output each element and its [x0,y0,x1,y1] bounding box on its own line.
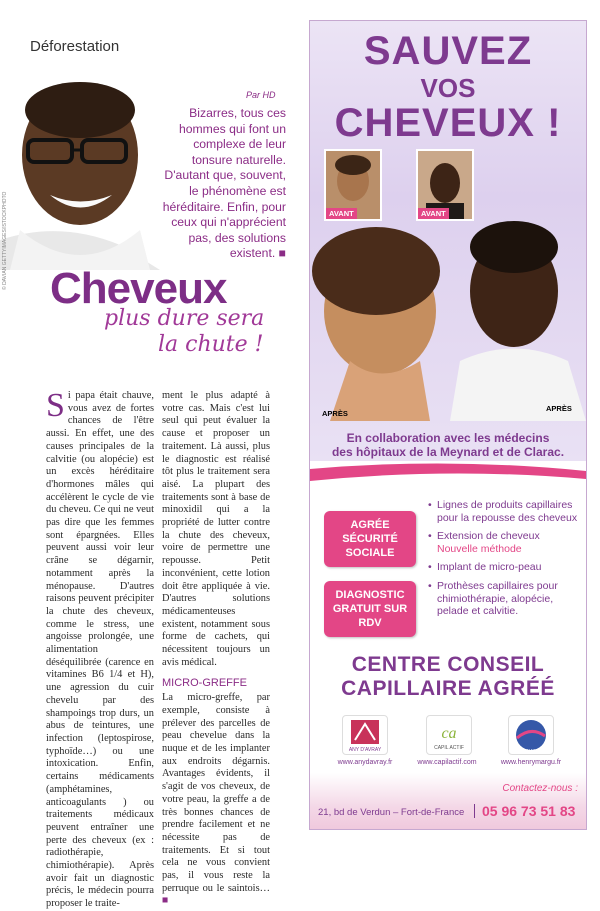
article-title: Cheveux [50,264,227,313]
service-item: • Lignes de produits capillaires pour la repousse des cheveux [428,499,584,524]
man-portrait-photo [0,80,160,270]
ad-headline-line1: SAUVEZ [363,29,533,73]
contact-label: Contactez-nous : [502,783,578,794]
column-2-text-b: La micro-greffe, par exemple, consiste à prélever des parcelles de peau chevelue dans la nuque et de les implanter aux endroits dégarnis. Avantages évidents, il s'agit de vos cheveux, de votre peau, la greffe a de très bonnes chances de prendre facilement et ne nécessite pas de traitements. Et si tout cela ne vous convient pas, il vous reste la perruque ou le saintois… [162,692,270,894]
logo3-caption: HENRY MARGU [514,748,548,753]
before-tag: AVANT [418,208,449,219]
logo1-caption: ANY D'AVRAY [348,747,382,753]
logo-any-davray [342,715,388,755]
before-tag: AVANT [326,208,357,219]
intro-text: Bizarres, tous ces hommes qui font un complexe de leur tonsure naturelle. D'autant que, souvent, le phénomène est héréditaire. Enfin, pour ceux qui n'apprécient pas, des solutions existent. [162,106,286,261]
byline: Par HD [246,90,276,100]
ad-headline-line3: CHEVEUX ! [334,101,562,145]
website-link[interactable]: www.anydavray.fr [337,759,393,766]
henry-margu-logo-icon [509,716,553,754]
subheading: MICRO-GREFFE [162,677,247,690]
article-end-mark: ■ [162,895,169,907]
article-subtitle-line1: plus dure sera [104,306,265,331]
contact-band [310,773,586,829]
collaboration-note [310,431,586,459]
centre-line-2: CAPILLAIRE AGRÉÉ [341,677,555,700]
capil-actif-logo-icon [427,716,471,754]
article-subtitle-line2: la chute ! [158,332,264,357]
logo-capil-actif [426,715,472,755]
column-1-text: i papa était chauve, vous avez de fortes chances de l'être aussi. En effet, une des causes principales de la calvitie (ou alopécie) est un excès héréditaire d'hormones mâles qui accélèrent le cycle de vie du cheveu. Ce qui ne veut pas dire que les femmes sont épargnées. Elles peuvent aussi voir leur crâne se dégarnir, notamment après la ménopause. D'autres raisons peuvent précipiter la chute des cheveux, comme le stress, une angoisse prolongée, une alimentation déséquilibrée (carence en vitamines B6 1/4 et H), une agression du cuir chevelu par des shampoings trop durs, un abus de teintures, une infection (leptospirose, typhoïde…) ou une intoxication. Enfin, certains médicaments (amphétamines, anticoagulants ) ou traitements médicaux peuvent entraîner une perte des cheveux (ex : radiothérapie, chimiothérapie). Après avoir fait un diagnostic précis, le médecin pourra proposer le traite- [46,390,154,910]
website-link[interactable]: www.capilactif.com [417,759,477,766]
new-method-note: Nouvelle méthode [437,542,522,555]
collab-line-1: En collaboration avec les médecins [346,431,550,445]
contact-separator [474,804,475,818]
any-davray-logo-icon [343,716,387,754]
photo-credit: © DAVIAN GETTYIMAGES/ISTOCKPHOTO [2,191,8,290]
service-item: • Implant de micro-peau [428,561,584,574]
after-photos [310,211,586,421]
after-tag-woman: APRÈS [322,409,348,418]
social-security-badge: AGRÉE SÉCURITÉ SOCIALE [324,511,416,567]
logo2-caption: CAPIL ACTIF [434,745,464,751]
intro-end-mark: ■ [278,246,286,261]
ad-headline-line2: VOS [420,73,476,103]
centre-line-1: CENTRE CONSEIL [351,653,545,676]
drop-cap: S [46,387,65,424]
article-column-1 [46,387,154,911]
phone-number[interactable]: 05 96 73 51 83 [482,803,576,819]
service-item-text: Extension de cheveux [437,530,540,543]
free-diagnostic-badge: DIAGNOSTIC GRATUIT SUR RDV [324,581,416,637]
service-item: • Prothèses capillaires pour chimiothérapie, alopécie, pelade et calvitie. [428,580,584,618]
collab-line-2: des hôpitaux de la Meynard et de Clarac. [331,445,565,459]
website-link[interactable]: www.henrymargu.fr [500,759,562,766]
hair-clinic-advertisement [309,20,587,830]
svg-text:ca: ca [441,725,457,742]
logo-henry-margu [508,715,554,755]
address: 21, bd de Verdun – Fort-de-France [318,807,465,818]
column-2-text: ment le plus adapté à votre cas. Mais c'est lui seul qui peut évaluer la cause et proposer un traitement. Là aussi, plus le diagnostic est réalisé tôt plus le traitement sera aisé. La plupart des traitements sont à base de minoxidil qui a la propriété de lutter contre la chute des cheveux, voire de permettre une repousse. Petit inconvénient, cette lotion doit être appliquée à vie. D'autres solutions médicamenteuses existent, notamment sous forme de cachets, qui nécessitent toujours un avis médical. [162,390,270,668]
pink-wave-divider [310,461,586,491]
centre-heading [310,653,586,701]
after-tag-man: APRÈS [546,404,572,413]
services-list [428,499,584,624]
service-item [428,530,584,555]
article-column-2 [162,390,270,908]
intro-paragraph [160,106,286,262]
section-label: Déforestation [30,38,120,55]
